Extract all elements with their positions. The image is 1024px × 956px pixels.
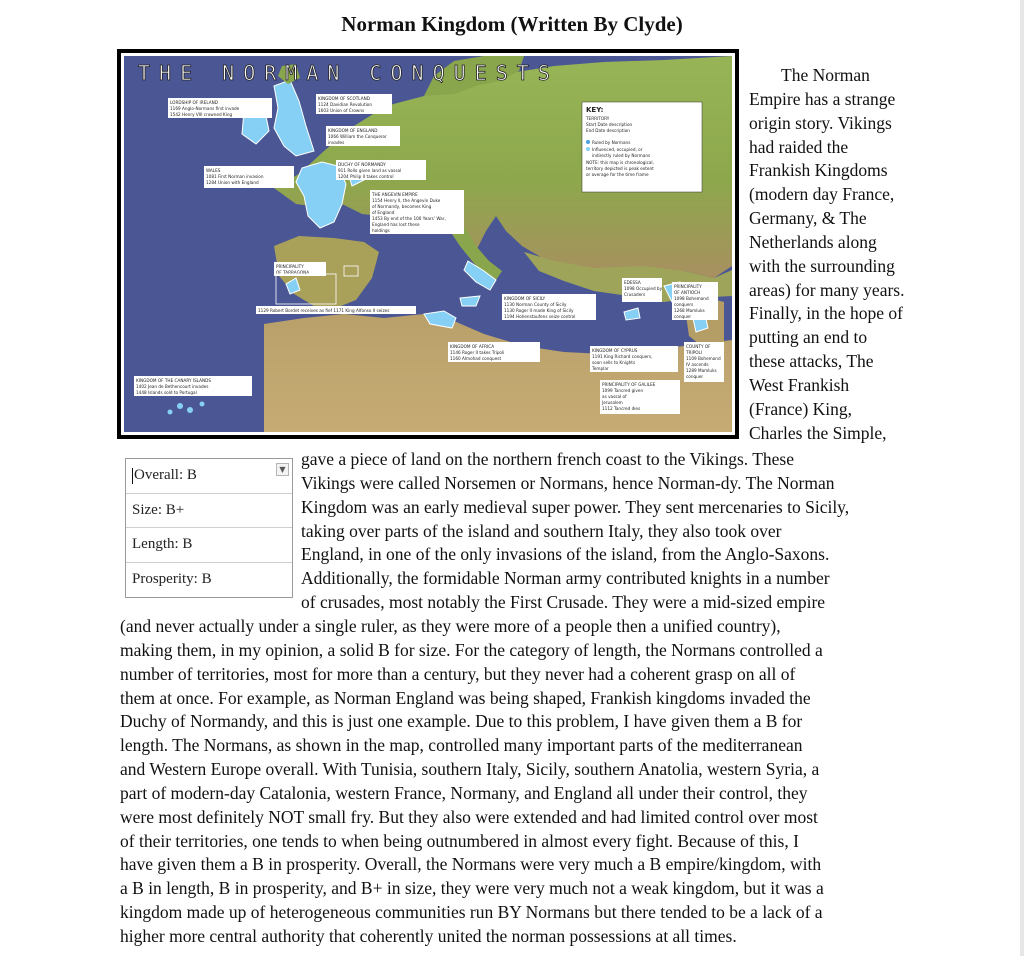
text-line: origin story. Vikings (749, 112, 892, 133)
label-normandy-1: DUCHY OF NORMANDY (338, 162, 386, 167)
label-antioch-6: conquer (674, 314, 692, 319)
text-line: areas) for many years. (749, 279, 905, 300)
label-antioch-5: 1268 Mamluks (674, 308, 705, 313)
text-line: (France) King, (749, 398, 853, 419)
label-england-3: invades (328, 140, 345, 145)
label-cyprus-3: soon sells to Knights (592, 360, 636, 365)
label-tarragona-2: OF TARRAGONA (276, 270, 310, 275)
label-wales-1: WALES (206, 168, 221, 173)
text-line: were most definitely NOT small fry. But they also were extended and had limited control over most (120, 806, 818, 827)
label-cyprus-1: KINGDOM OF CYPRUS (592, 348, 638, 353)
text-line: length. The Normans, as shown in the map, controlled many important parts of the mediterranean (120, 735, 803, 756)
label-antioch-3: 1098 Bohemond (674, 296, 709, 301)
map-title: THE NORMAN CONQUESTS (138, 61, 559, 85)
label-antioch-1: PRINCIPALITY (674, 284, 702, 289)
text-line: gave a piece of land on the northern french coast to the Vikings. These (301, 449, 794, 469)
label-sicily-1: KINGDOM OF SICILY (504, 296, 546, 301)
label-scotland-3: 1603 Union of Crowns (318, 108, 365, 113)
label-ireland-3: 1542 Henry VIII crowned King (170, 112, 233, 117)
label-canaries-2: 1402 Jean de Bethencourt invades (136, 384, 209, 389)
label-cyprus-2: 1191 King Richard conquers, (592, 354, 653, 359)
label-sicily-4: 1194 Hohenstaufens seize control (504, 314, 576, 319)
label-sicily-2: 1130 Norman County of Sicily (504, 302, 567, 307)
key-line-8: territory depicted is peak extent (586, 166, 654, 171)
label-africa-1: KINGDOM OF AFRICA (450, 344, 495, 349)
intro-paragraph (749, 64, 941, 446)
label-tripoli-2: TRIPOLI (686, 350, 703, 355)
text-line: of crusades, most notably the First Crusade. They were a mid-sized empire (301, 592, 826, 613)
label-tripoli-6: conquer (686, 374, 704, 379)
label-tarragona-dates: 1129 Robert Bordet receives as fief 1171 King Alfonso II seizes (258, 308, 390, 313)
text-line: making them, in my opinion, a solid B for size. For the category of length, the Normans controlled a (120, 639, 823, 660)
label-antioch-2: OF ANTIOCH (674, 290, 701, 295)
label-tripoli-1: COUNTY OF (686, 344, 711, 349)
label-angevin-6: England has lost these (372, 222, 420, 227)
label-ireland-2: 1169 Anglo-Normans first invade (170, 106, 240, 111)
label-antioch-4: conquers (674, 302, 694, 307)
key-line-6: indirectly ruled by Normans (592, 153, 651, 158)
label-normandy-2: 911 Rollo given land as vassal (338, 168, 402, 173)
key-line-7: NOTE: this map is chronological, (586, 160, 654, 165)
text-line: Frankish Kingdoms (749, 160, 888, 181)
label-africa-3: 1160 Almohad conquest (450, 356, 502, 361)
text-line: Additionally, the formidable Norman army contributed knights in a number (301, 568, 830, 589)
label-edessa-3: Crusaders (624, 292, 646, 297)
text-line: Finally, in the hope of (749, 303, 903, 324)
label-wales-2: 1081 First Norman invasion (206, 174, 264, 179)
label-wales-3: 1284 Union with England (206, 180, 259, 185)
label-edessa-2: 1098 Occupied by (624, 286, 663, 291)
label-galilee-5: 1112 Tancred dies (602, 406, 641, 411)
text-line: had raided the (749, 136, 849, 157)
label-england-1: KINGDOM OF ENGLAND (328, 128, 378, 133)
key-line-3: End Date description (586, 128, 630, 133)
text-line: The Norman (781, 65, 870, 85)
label-angevin-7: holdings (372, 228, 390, 233)
key-line-5: Influenced, occupied, or (592, 147, 643, 152)
key-line-4: Ruled by Normans (592, 140, 631, 145)
text-line: Netherlands along (749, 231, 877, 252)
label-galilee-1: PRINCIPALITY OF GALILEE (602, 382, 656, 387)
label-ireland-1: LORDSHIP OF IRELAND (170, 100, 218, 105)
text-line: Duchy of Normandy, and this is just one example. Due to this problem, I have given them a B for (120, 711, 803, 732)
text-line: Germany, & The (749, 208, 867, 229)
text-cursor (132, 468, 133, 484)
label-edessa-1: EDESSA (624, 280, 641, 285)
label-england-2: 1066 William the Conqueror (328, 134, 387, 139)
label-angevin-3: of Normandy, becomes King (372, 204, 432, 209)
text-line: with the surrounding (749, 255, 895, 276)
label-normandy-3: 1204 Philip II takes control (338, 174, 394, 179)
text-line: putting an end to (749, 327, 868, 348)
label-sicily-3: 1130 Roger II made King of Sicily (504, 308, 574, 313)
label-tripoli-3: 1109 Bohemond (686, 356, 721, 361)
key-line-2: Start Date description (586, 122, 633, 127)
grade-size: Size: B+ (132, 501, 185, 518)
text-line: (and never actually under a single ruler, as they were more of a people then a unified country), (120, 616, 781, 636)
label-scotland-2: 1124 Davidian Revolution (318, 102, 372, 107)
text-line: a B in length, B in prosperity, and B+ in size, they were very much not a weak kingdom, but it was a (120, 878, 824, 899)
text-line: (modern day France, (749, 184, 895, 205)
text-line: part of modern-day Catalonia, western France, Normany, and England all under their control, they (120, 782, 808, 803)
body-paragraph-mid (301, 448, 941, 615)
label-angevin-1: THE ANGEVIN EMPIRE (372, 192, 418, 197)
norman-conquests-map (117, 49, 739, 439)
text-line: these attacks, The (749, 351, 874, 372)
text-line: kingdom made up of heterogeneous communities run BY Normans but there tended to be a lack of a (120, 902, 823, 923)
grade-prosperity-row[interactable] (126, 563, 292, 598)
grade-size-row[interactable] (126, 494, 292, 529)
label-tarragona-1: PRINCIPALITY (276, 264, 304, 269)
grade-overall-row[interactable] (126, 459, 292, 494)
label-galilee-4: Jerusalem (602, 400, 623, 405)
text-line: Kingdom was an early medieval super power. They sent mercenaries to Sicily, (301, 496, 850, 517)
text-line: number of territories, most for more than a century, but they never had a coherent grasp on all of (120, 663, 796, 684)
text-line: taking over parts of the island and southern Italy, they also took over (301, 520, 782, 541)
grade-overall: Overall: B (134, 467, 197, 484)
text-line: them at once. For example, as Norman England was being shaped, Frankish kingdoms invaded the (120, 687, 811, 708)
label-canaries-3: 1448 Islands sold to Portugal (136, 390, 197, 395)
document-title: Norman Kingdom (Written By Clyde) (341, 12, 683, 36)
text-line: and Western Europe overall. With Tunisia, southern Italy, Sicily, southern Anatolia, western Syria, a (120, 759, 820, 780)
grade-prosperity: Prosperity: B (132, 571, 212, 588)
chevron-down-icon[interactable]: ▼ (276, 463, 289, 476)
text-line: West Frankish (749, 374, 850, 395)
label-cyprus-4: Templar (592, 366, 609, 371)
label-angevin-2: 1154 Henry II, the Angevin Duke (372, 198, 441, 203)
text-line: of their territories, one tends to when being outnumbered in almost every fight. Because of this, I (120, 830, 799, 851)
text-line: Charles the Simple, (749, 422, 887, 443)
label-africa-2: 1146 Roger II takes Tripoli (450, 350, 505, 355)
label-canaries-1: KINGDOM OF THE CANARY ISLANDS (136, 378, 212, 383)
label-angevin-5: 1453 By end of the 100 Years' War, (372, 216, 446, 221)
label-scotland-1: KINGDOM OF SCOTLAND (318, 96, 370, 101)
label-galilee-3: as vassal of (602, 394, 627, 399)
label-angevin-4: of England (372, 210, 395, 215)
grade-length-row[interactable] (126, 528, 292, 563)
label-tripoli-4: IV ascends (686, 362, 709, 367)
label-galilee-2: 1099 Tancred given (602, 388, 644, 393)
scrollbar[interactable] (1020, 0, 1024, 956)
text-line: Vikings were called Norsemen or Normans, hence Norman-dy. The Norman (301, 472, 835, 493)
key-line-1: TERRITORY (586, 116, 610, 121)
body-paragraph-full (120, 615, 942, 949)
text-line: England, in one of the only invasions of the island, from the Anglo-Saxons. (301, 544, 830, 565)
key-title: KEY: (586, 106, 604, 114)
label-tripoli-5: 1289 Mamluks (686, 368, 717, 373)
grade-length: Length: B (132, 536, 193, 553)
key-line-9: or average for the time frame (586, 172, 649, 177)
text-line: Empire has a strange (749, 88, 896, 109)
grades-table (125, 458, 293, 598)
text-line: higher more central authority that coherently united the norman possessions at all times. (120, 925, 737, 946)
text-line: have given them a B in prosperity. Overall, the Normans were very much a B empire/kingdom, with (120, 854, 822, 875)
